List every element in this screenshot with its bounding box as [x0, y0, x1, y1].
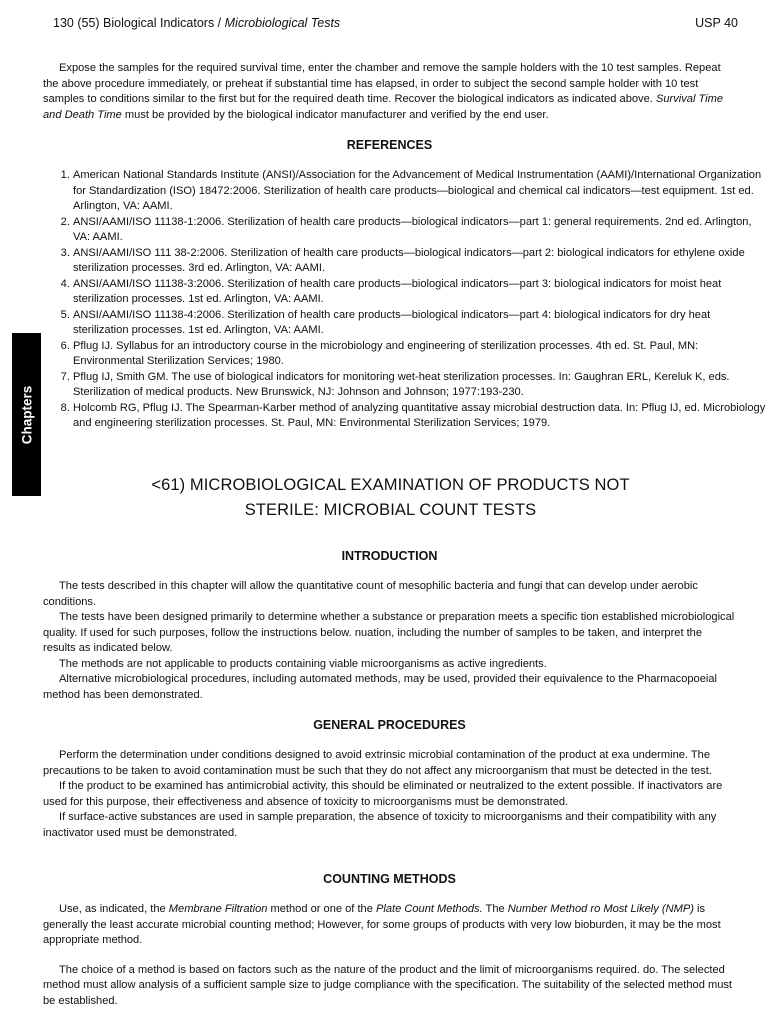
chapters-side-tab-label: Chapters: [19, 385, 34, 444]
reference-item: 3. ANSI/AAMI/ISO 111 38-2:2006. Sterilization of health care products—biological indicators—part 2: biological indicators for ethylene oxide sterilization processes. 3rd ed. Arlington, VA: AAMI.: [73, 246, 768, 277]
chapters-side-tab: [12, 333, 41, 496]
reference-item: 2. ANSI/AAMI/ISO 11138-1:2006. Sterilization of health care products—biological indicators—part 1: general requirements. 2nd ed. Arlington, VA: AAMI.: [73, 215, 768, 246]
general-procedures-paragraph: If surface-active substances are used in sample preparation, the absence of toxicity to microorganisms and their compatibility with any inactivator used must be demonstrated.: [43, 811, 717, 839]
chapter-title-line-1: <61) MICROBIOLOGICAL EXAMINATION OF PRODUCTS NOT: [151, 476, 630, 494]
header-left-prefix: 130 (55) Biological Indicators /: [53, 16, 225, 30]
running-header: [53, 16, 738, 32]
header-left: [53, 16, 340, 30]
counting-methods-heading: COUNTING METHODS: [323, 872, 456, 886]
general-procedures-paragraph: If the product to be examined has antimicrobial activity, this should be eliminated or neutralized to the extent possible. If inactivators are used for this purpose, their effectiveness and absence of toxicity to microorganisms must be demonstrated.: [43, 780, 723, 808]
cm-italic-membrane: Membrane Filtration: [168, 903, 268, 915]
introduction-paragraph: Alternative microbiological procedures, including automated methods, may be used, provided their equivalence to the Pharmacopoeial method has been demonstrated.: [43, 673, 717, 701]
chapter-title: [43, 473, 738, 523]
reference-item: 5. ANSI/AAMI/ISO 11138-4:2006. Sterilization of health care products—biological indicators—part 4: biological indicators for dry heat sterilization processes. 1st ed. Arlington, VA: AAMI.: [73, 308, 768, 339]
cm-text-e: The: [482, 903, 508, 915]
introduction-heading: INTRODUCTION: [341, 549, 438, 563]
intro-paragraph-tail: must be provided by the biological indicator manufacturer and verified by the end user.: [121, 108, 549, 121]
reference-item: 6. Pflug IJ. Syllabus for an introductory course in the microbiology and engineering of sterilization processes. 4th ed. St. Paul, MN: Environmental Sterilization Services; 1980.: [73, 339, 768, 370]
intro-paragraph-italic: Survival Time and Death Time: [43, 93, 724, 121]
reference-item: 7. Pflug IJ, Smith GM. The use of biological indicators for monitoring wet-heat sterilization processes. In: Gaughran ERL, Kereluk K, eds. Sterilization of medical products. New Brunswick, NJ: Johnson and Johnson; 1977:193-230.: [73, 370, 768, 401]
reference-item: 1. American National Standards Institute (ANSI)/Association for the Advancement of Medical Instrumentation (AAMI)/International Organization for Standardization (ISO) 18472:2006. Sterilization of health care products—biological and chemical cal indicators—test equipment. 1st ed. Arlington, VA: AAMI.: [73, 168, 768, 215]
references-list: [43, 168, 768, 432]
chapter-title-line-2: STERILE: MICROBIAL COUNT TESTS: [244, 501, 537, 519]
header-right: USP 40: [695, 16, 738, 30]
introduction-paragraph: The methods are not applicable to products containing viable microorganisms as active ingredients.: [59, 657, 547, 670]
introduction-section: [43, 579, 736, 703]
cm-text-c: method or one of the: [267, 903, 376, 915]
counting-methods-paragraph-1: [43, 902, 736, 949]
general-procedures-heading: GENERAL PROCEDURES: [313, 718, 466, 732]
introduction-paragraph: The tests described in this chapter will allow the quantitative count of mesophilic bacteria and fungi that can develop under aerobic conditions.: [43, 580, 698, 608]
counting-methods-paragraph-2: The choice of a method is based on factors such as the nature of the product and the limit of microorganisms required. do. The selected method must allow analysis of a sufficient sample size to judge compliance with the specification. The suitability of the selected method must be established.: [43, 963, 732, 1007]
counting-methods-section: [43, 902, 736, 1009]
intro-paragraph: [43, 61, 736, 123]
introduction-paragraph: The tests have been designed primarily to determine whether a substance or preparation meets a specific tion established microbiological quality. If used for such purposes, follow the instructions below. nuation, including the number of samples to be taken, and interpret the results as indicated below.: [43, 611, 735, 654]
reference-item: 8. Holcomb RG, Pflug IJ. The Spearman-Karber method of analyzing quantitative assay microbial destruction data. In: Pflug IJ, ed. Microbiology and engineering sterilization processes. St. Paul, MN: Environmental Sterilization Services; 1979.: [73, 401, 768, 432]
header-left-italic: Microbiological Tests: [224, 16, 341, 30]
cm-text-g: is generally the least accurate microbial counting method; However, for some groups of products with very low bioburden, it may be the most appropriate method.: [43, 903, 721, 946]
cm-text-a: Use, as indicated, the: [59, 903, 169, 915]
general-procedures-section: [43, 748, 736, 841]
cm-italic-nmp: Number Method ro Most Likely (NMP): [507, 903, 694, 915]
reference-item: 4. ANSI/AAMI/ISO 11138-3:2006. Sterilization of health care products—biological indicators—part 3: biological indicators for moist heat sterilization processes. 1st ed. Arlington, VA: AAMI.: [73, 277, 768, 308]
cm-italic-plate: Plate Count Methods.: [375, 903, 483, 915]
general-procedures-paragraph: Perform the determination under conditions designed to avoid extrinsic microbial contamination of the product at exa undermine. The precautions to be taken to avoid contamination must be such that they do not affect any microorganism that must be detected in the test.: [43, 749, 712, 777]
intro-paragraph-main: Expose the samples for the required survival time, enter the chamber and remove the sample holders with the 10 test samples. Repeat the above procedure immediately, or preheat if substantial time has elapsed, in order to subject the second sample holder with 10 test samples to conditions similar to the first but for the required death time. Recover the biological indicators as indicated above.: [43, 62, 721, 105]
intro-paragraph-text: [43, 61, 736, 123]
references-heading: REFERENCES: [346, 138, 433, 152]
